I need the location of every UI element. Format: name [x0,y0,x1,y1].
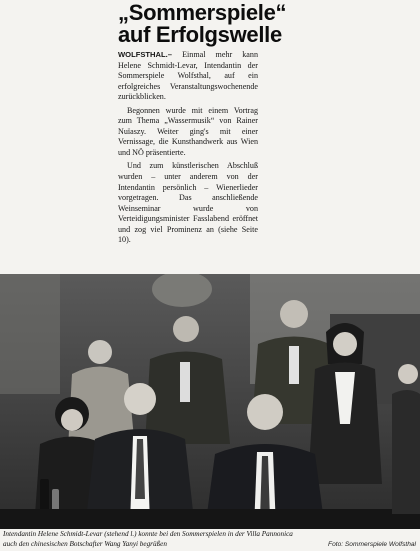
article-paragraph-1-text: Einmal mehr kann Helene Schmidt-Levar, Intendantin der Sommerspiele Wolfsthal, auf ein erfolgreiches Veranstaltungswochenende zurückblicken. [118,50,258,102]
article-paragraph-2: Begonnen wurde mit einem Vortrag zum Thema „Wassermusik“ von Rainer Nuïaszy. Weiter ging's mit einer Vernissage, die Kunsthandwerk aus Wien und NÖ präsentierte. [118,105,258,157]
headline-line-2: auf Erfolgswelle [118,22,282,47]
event-photo-illustration [0,274,420,529]
article-paragraph-3: Und zum künstlerischen Abschluß wurden – unter anderem von der Intendantin persönlich – Wienerlieder vorgetragen. Das anschließende Weinseminar wurde von Verteidigungsminister Fasslabend eröffnet und zog viel Prominenz an (siehe Seite 10). [118,161,258,245]
event-photo [0,274,420,529]
photo-caption: Intendantin Helene Schmidt-Levar (stehend l.) konnte bei den Sommerspielen in der Villa Pannonica auch den chinesischen Botschafter Wang Yanyi begrüßen [3,530,293,548]
article-paragraph-1 [118,50,258,103]
photo-credit: Foto: Sommerspiele Wolfsthal [328,541,416,548]
dateline: WOLFSTHAL.– [118,50,172,59]
article-body [118,50,258,249]
headline [118,2,328,46]
headline-line-1: „Sommerspiele“ [118,0,287,25]
